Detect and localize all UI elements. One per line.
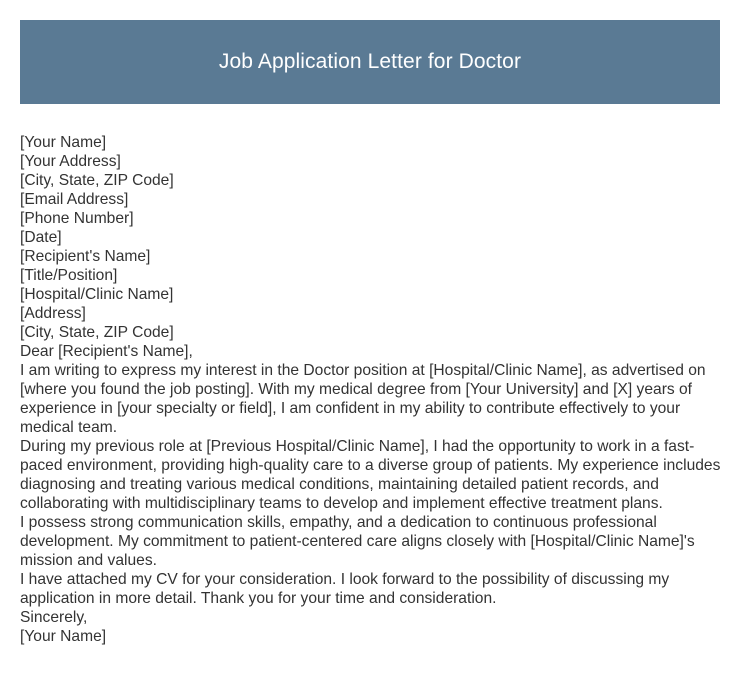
recipient-title: [Title/Position] [20, 267, 118, 284]
paragraph-intro: I am writing to express my interest in the Doctor position at [Hospital/Clinic Name], as advertised on [where you found the job posting]. With my medical degree from [Your University] and [X] years of experience in [your specialty or field], I am confident in my ability to contribute effectively to your medical team. [20, 362, 706, 436]
letter-body [20, 133, 725, 646]
sender-email: [Email Address] [20, 191, 129, 208]
paragraph-skills: I possess strong communication skills, empathy, and a dedication to continuous professional development. My commitment to patient-centered care aligns closely with [Hospital/Clinic Name]'s mission and values. [20, 514, 695, 569]
recipient-hospital: [Hospital/Clinic Name] [20, 286, 174, 303]
signature: [Your Name] [20, 628, 107, 645]
sender-phone: [Phone Number] [20, 210, 134, 227]
letter-date: [Date] [20, 229, 62, 246]
salutation: Dear [Recipient's Name], [20, 343, 193, 360]
page-header [20, 20, 720, 104]
paragraph-closing: I have attached my CV for your consideration. I look forward to the possibility of discussing my application in more detail. Thank you for your time and consideration. [20, 571, 670, 607]
sender-city-state-zip: [City, State, ZIP Code] [20, 172, 174, 189]
recipient-name: [Recipient's Name] [20, 248, 151, 265]
sender-address: [Your Address] [20, 153, 121, 170]
closing: Sincerely, [20, 609, 88, 626]
paragraph-experience: During my previous role at [Previous Hospital/Clinic Name], I had the opportunity to work in a fast-paced environment, providing high-quality care to a diverse group of patients. My experience includes diagnosing and treating various medical conditions, maintaining detailed patient records, and collaborating with multidisciplinary teams to develop and implement effective treatment plans. [20, 438, 721, 512]
recipient-city-state-zip: [City, State, ZIP Code] [20, 324, 174, 341]
recipient-address: [Address] [20, 305, 86, 322]
sender-name: [Your Name] [20, 134, 107, 151]
page-title: Job Application Letter for Doctor [218, 50, 522, 73]
